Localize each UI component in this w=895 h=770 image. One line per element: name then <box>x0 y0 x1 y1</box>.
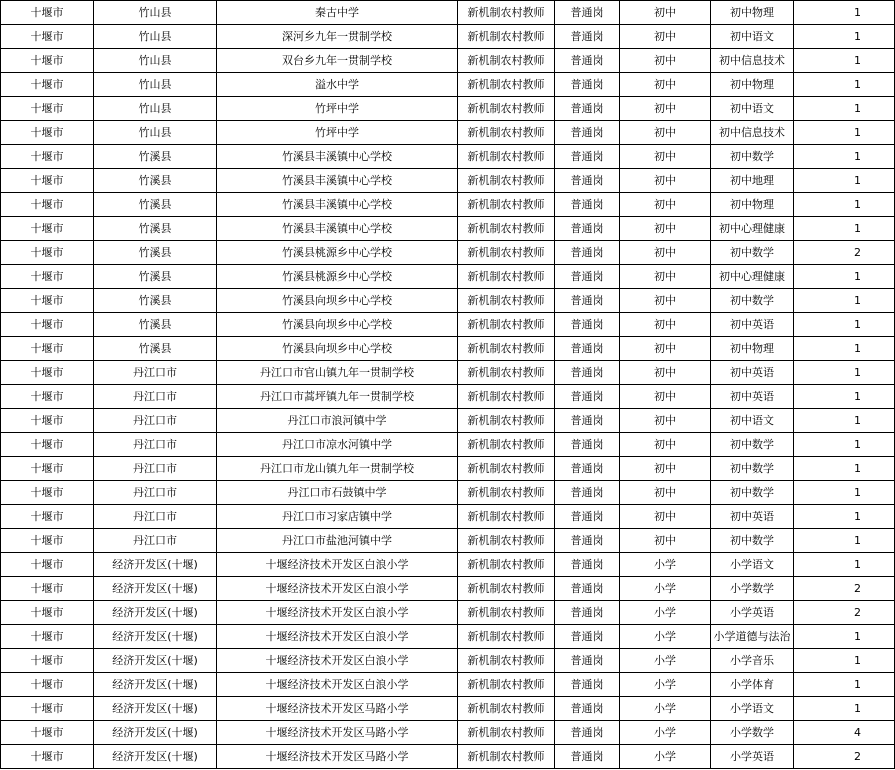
headcount-cell: 1 <box>794 97 895 121</box>
post-category-cell: 普通岗 <box>555 121 620 145</box>
table-row <box>1 481 895 505</box>
headcount-cell: 1 <box>794 481 895 505</box>
school-cell: 竹溪县向坝乡中心学校 <box>217 337 458 361</box>
city-cell: 十堰市 <box>1 169 94 193</box>
school-level-cell: 初中 <box>620 289 711 313</box>
table-row <box>1 721 895 745</box>
position-type-cell: 新机制农村教师 <box>458 289 555 313</box>
position-type-cell: 新机制农村教师 <box>458 73 555 97</box>
school-cell: 丹江口市石鼓镇中学 <box>217 481 458 505</box>
post-category-cell: 普通岗 <box>555 673 620 697</box>
headcount-cell: 2 <box>794 577 895 601</box>
table-row <box>1 457 895 481</box>
subject-cell: 小学体育 <box>711 673 794 697</box>
subject-cell: 初中信息技术 <box>711 121 794 145</box>
post-category-cell: 普通岗 <box>555 49 620 73</box>
city-cell: 十堰市 <box>1 217 94 241</box>
city-cell: 十堰市 <box>1 625 94 649</box>
headcount-cell: 1 <box>794 361 895 385</box>
city-cell: 十堰市 <box>1 289 94 313</box>
subject-cell: 初中英语 <box>711 361 794 385</box>
position-type-cell: 新机制农村教师 <box>458 553 555 577</box>
school-level-cell: 初中 <box>620 409 711 433</box>
table-row <box>1 625 895 649</box>
subject-cell: 初中英语 <box>711 385 794 409</box>
headcount-cell: 1 <box>794 385 895 409</box>
school-level-cell: 初中 <box>620 217 711 241</box>
position-type-cell: 新机制农村教师 <box>458 481 555 505</box>
position-type-cell: 新机制农村教师 <box>458 265 555 289</box>
district-cell: 经济开发区(十堰) <box>94 625 217 649</box>
subject-cell: 初中数学 <box>711 529 794 553</box>
post-category-cell: 普通岗 <box>555 457 620 481</box>
school-cell: 竹溪县向坝乡中心学校 <box>217 289 458 313</box>
post-category-cell: 普通岗 <box>555 625 620 649</box>
post-category-cell: 普通岗 <box>555 289 620 313</box>
city-cell: 十堰市 <box>1 241 94 265</box>
position-type-cell: 新机制农村教师 <box>458 25 555 49</box>
district-cell: 经济开发区(十堰) <box>94 553 217 577</box>
district-cell: 竹山县 <box>94 121 217 145</box>
headcount-cell: 1 <box>794 193 895 217</box>
headcount-cell: 1 <box>794 169 895 193</box>
position-type-cell: 新机制农村教师 <box>458 1 555 25</box>
table-row <box>1 505 895 529</box>
subject-cell: 小学音乐 <box>711 649 794 673</box>
school-level-cell: 初中 <box>620 169 711 193</box>
school-cell: 十堰经济技术开发区马路小学 <box>217 745 458 769</box>
headcount-cell: 1 <box>794 73 895 97</box>
city-cell: 十堰市 <box>1 265 94 289</box>
table-row <box>1 193 895 217</box>
city-cell: 十堰市 <box>1 385 94 409</box>
position-type-cell: 新机制农村教师 <box>458 577 555 601</box>
district-cell: 丹江口市 <box>94 529 217 553</box>
school-level-cell: 初中 <box>620 505 711 529</box>
headcount-cell: 1 <box>794 337 895 361</box>
school-level-cell: 小学 <box>620 577 711 601</box>
subject-cell: 初中语文 <box>711 97 794 121</box>
district-cell: 竹山县 <box>94 25 217 49</box>
district-cell: 经济开发区(十堰) <box>94 697 217 721</box>
headcount-cell: 1 <box>794 313 895 337</box>
position-type-cell: 新机制农村教师 <box>458 457 555 481</box>
school-cell: 溢水中学 <box>217 73 458 97</box>
table-row <box>1 577 895 601</box>
table-row <box>1 745 895 769</box>
headcount-cell: 1 <box>794 649 895 673</box>
subject-cell: 初中心理健康 <box>711 265 794 289</box>
district-cell: 竹溪县 <box>94 217 217 241</box>
district-cell: 经济开发区(十堰) <box>94 721 217 745</box>
post-category-cell: 普通岗 <box>555 505 620 529</box>
headcount-cell: 1 <box>794 217 895 241</box>
city-cell: 十堰市 <box>1 553 94 577</box>
school-cell: 竹溪县丰溪镇中心学校 <box>217 145 458 169</box>
school-cell: 丹江口市凉水河镇中学 <box>217 433 458 457</box>
position-type-cell: 新机制农村教师 <box>458 601 555 625</box>
table-row <box>1 529 895 553</box>
position-type-cell: 新机制农村教师 <box>458 409 555 433</box>
city-cell: 十堰市 <box>1 697 94 721</box>
district-cell: 丹江口市 <box>94 433 217 457</box>
table-row <box>1 601 895 625</box>
post-category-cell: 普通岗 <box>555 337 620 361</box>
district-cell: 竹山县 <box>94 73 217 97</box>
school-level-cell: 小学 <box>620 601 711 625</box>
school-level-cell: 小学 <box>620 625 711 649</box>
table-row <box>1 433 895 457</box>
city-cell: 十堰市 <box>1 433 94 457</box>
position-type-cell: 新机制农村教师 <box>458 145 555 169</box>
city-cell: 十堰市 <box>1 649 94 673</box>
post-category-cell: 普通岗 <box>555 145 620 169</box>
headcount-cell: 1 <box>794 25 895 49</box>
position-type-cell: 新机制农村教师 <box>458 697 555 721</box>
school-level-cell: 小学 <box>620 745 711 769</box>
position-type-cell: 新机制农村教师 <box>458 625 555 649</box>
post-category-cell: 普通岗 <box>555 577 620 601</box>
table-row <box>1 1 895 25</box>
table-row <box>1 241 895 265</box>
headcount-cell: 1 <box>794 673 895 697</box>
district-cell: 竹溪县 <box>94 241 217 265</box>
post-category-cell: 普通岗 <box>555 193 620 217</box>
post-category-cell: 普通岗 <box>555 721 620 745</box>
position-type-cell: 新机制农村教师 <box>458 193 555 217</box>
school-level-cell: 初中 <box>620 385 711 409</box>
school-level-cell: 初中 <box>620 529 711 553</box>
school-cell: 竹溪县桃源乡中心学校 <box>217 265 458 289</box>
headcount-cell: 1 <box>794 265 895 289</box>
school-cell: 双台乡九年一贯制学校 <box>217 49 458 73</box>
district-cell: 竹溪县 <box>94 289 217 313</box>
city-cell: 十堰市 <box>1 577 94 601</box>
position-type-cell: 新机制农村教师 <box>458 241 555 265</box>
district-cell: 竹溪县 <box>94 313 217 337</box>
table-row <box>1 649 895 673</box>
post-category-cell: 普通岗 <box>555 217 620 241</box>
post-category-cell: 普通岗 <box>555 97 620 121</box>
headcount-cell: 2 <box>794 241 895 265</box>
school-level-cell: 初中 <box>620 337 711 361</box>
district-cell: 丹江口市 <box>94 409 217 433</box>
school-cell: 竹溪县丰溪镇中心学校 <box>217 193 458 217</box>
table-row <box>1 337 895 361</box>
table-row <box>1 73 895 97</box>
post-category-cell: 普通岗 <box>555 169 620 193</box>
post-category-cell: 普通岗 <box>555 241 620 265</box>
table-row <box>1 49 895 73</box>
school-cell: 十堰经济技术开发区白浪小学 <box>217 601 458 625</box>
city-cell: 十堰市 <box>1 97 94 121</box>
city-cell: 十堰市 <box>1 337 94 361</box>
subject-cell: 小学道德与法治 <box>711 625 794 649</box>
district-cell: 丹江口市 <box>94 505 217 529</box>
post-category-cell: 普通岗 <box>555 433 620 457</box>
district-cell: 竹溪县 <box>94 265 217 289</box>
subject-cell: 初中数学 <box>711 289 794 313</box>
subject-cell: 初中信息技术 <box>711 49 794 73</box>
school-cell: 丹江口市浪河镇中学 <box>217 409 458 433</box>
table-row <box>1 217 895 241</box>
city-cell: 十堰市 <box>1 481 94 505</box>
city-cell: 十堰市 <box>1 73 94 97</box>
headcount-cell: 1 <box>794 625 895 649</box>
city-cell: 十堰市 <box>1 313 94 337</box>
headcount-cell: 1 <box>794 49 895 73</box>
school-cell: 丹江口市龙山镇九年一贯制学校 <box>217 457 458 481</box>
table-row <box>1 361 895 385</box>
city-cell: 十堰市 <box>1 409 94 433</box>
district-cell: 丹江口市 <box>94 481 217 505</box>
table-row <box>1 121 895 145</box>
city-cell: 十堰市 <box>1 1 94 25</box>
subject-cell: 初中英语 <box>711 505 794 529</box>
post-category-cell: 普通岗 <box>555 481 620 505</box>
headcount-cell: 1 <box>794 505 895 529</box>
school-cell: 竹溪县向坝乡中心学校 <box>217 313 458 337</box>
subject-cell: 小学数学 <box>711 577 794 601</box>
district-cell: 竹溪县 <box>94 337 217 361</box>
school-cell: 丹江口市盐池河镇中学 <box>217 529 458 553</box>
district-cell: 经济开发区(十堰) <box>94 745 217 769</box>
school-cell: 十堰经济技术开发区马路小学 <box>217 721 458 745</box>
school-level-cell: 初中 <box>620 241 711 265</box>
position-type-cell: 新机制农村教师 <box>458 529 555 553</box>
subject-cell: 初中英语 <box>711 313 794 337</box>
school-level-cell: 初中 <box>620 361 711 385</box>
position-type-cell: 新机制农村教师 <box>458 433 555 457</box>
position-type-cell: 新机制农村教师 <box>458 673 555 697</box>
post-category-cell: 普通岗 <box>555 409 620 433</box>
post-category-cell: 普通岗 <box>555 1 620 25</box>
headcount-cell: 1 <box>794 433 895 457</box>
table-body <box>1 1 895 769</box>
school-level-cell: 小学 <box>620 553 711 577</box>
position-type-cell: 新机制农村教师 <box>458 649 555 673</box>
headcount-cell: 2 <box>794 745 895 769</box>
school-cell: 十堰经济技术开发区白浪小学 <box>217 577 458 601</box>
position-type-cell: 新机制农村教师 <box>458 337 555 361</box>
subject-cell: 初中数学 <box>711 433 794 457</box>
post-category-cell: 普通岗 <box>555 745 620 769</box>
subject-cell: 小学英语 <box>711 601 794 625</box>
subject-cell: 初中数学 <box>711 481 794 505</box>
district-cell: 经济开发区(十堰) <box>94 601 217 625</box>
table-row <box>1 289 895 313</box>
position-type-cell: 新机制农村教师 <box>458 97 555 121</box>
district-cell: 竹山县 <box>94 1 217 25</box>
post-category-cell: 普通岗 <box>555 529 620 553</box>
subject-cell: 初中物理 <box>711 1 794 25</box>
post-category-cell: 普通岗 <box>555 313 620 337</box>
school-level-cell: 初中 <box>620 49 711 73</box>
subject-cell: 初中数学 <box>711 457 794 481</box>
headcount-cell: 1 <box>794 553 895 577</box>
headcount-cell: 4 <box>794 721 895 745</box>
table-row <box>1 313 895 337</box>
headcount-cell: 1 <box>794 289 895 313</box>
school-cell: 秦古中学 <box>217 1 458 25</box>
position-type-cell: 新机制农村教师 <box>458 505 555 529</box>
subject-cell: 小学语文 <box>711 697 794 721</box>
subject-cell: 小学英语 <box>711 745 794 769</box>
subject-cell: 初中心理健康 <box>711 217 794 241</box>
headcount-cell: 1 <box>794 457 895 481</box>
district-cell: 经济开发区(十堰) <box>94 649 217 673</box>
position-type-cell: 新机制农村教师 <box>458 385 555 409</box>
city-cell: 十堰市 <box>1 25 94 49</box>
post-category-cell: 普通岗 <box>555 649 620 673</box>
city-cell: 十堰市 <box>1 505 94 529</box>
table-row <box>1 673 895 697</box>
position-type-cell: 新机制农村教师 <box>458 313 555 337</box>
district-cell: 经济开发区(十堰) <box>94 577 217 601</box>
position-type-cell: 新机制农村教师 <box>458 217 555 241</box>
school-level-cell: 初中 <box>620 1 711 25</box>
school-cell: 竹溪县桃源乡中心学校 <box>217 241 458 265</box>
table-row <box>1 409 895 433</box>
district-cell: 经济开发区(十堰) <box>94 673 217 697</box>
city-cell: 十堰市 <box>1 601 94 625</box>
school-cell: 十堰经济技术开发区马路小学 <box>217 697 458 721</box>
position-type-cell: 新机制农村教师 <box>458 169 555 193</box>
school-cell: 竹溪县丰溪镇中心学校 <box>217 169 458 193</box>
school-cell: 竹坪中学 <box>217 121 458 145</box>
district-cell: 丹江口市 <box>94 361 217 385</box>
post-category-cell: 普通岗 <box>555 553 620 577</box>
table-row <box>1 265 895 289</box>
subject-cell: 小学语文 <box>711 553 794 577</box>
table-row <box>1 97 895 121</box>
school-cell: 十堰经济技术开发区白浪小学 <box>217 673 458 697</box>
city-cell: 十堰市 <box>1 145 94 169</box>
position-type-cell: 新机制农村教师 <box>458 745 555 769</box>
district-cell: 竹山县 <box>94 49 217 73</box>
city-cell: 十堰市 <box>1 49 94 73</box>
district-cell: 竹山县 <box>94 97 217 121</box>
district-cell: 丹江口市 <box>94 457 217 481</box>
school-level-cell: 初中 <box>620 121 711 145</box>
school-cell: 丹江口市习家店镇中学 <box>217 505 458 529</box>
subject-cell: 小学数学 <box>711 721 794 745</box>
district-cell: 竹溪县 <box>94 145 217 169</box>
city-cell: 十堰市 <box>1 673 94 697</box>
post-category-cell: 普通岗 <box>555 25 620 49</box>
post-category-cell: 普通岗 <box>555 361 620 385</box>
school-cell: 十堰经济技术开发区白浪小学 <box>217 553 458 577</box>
headcount-cell: 2 <box>794 601 895 625</box>
school-level-cell: 初中 <box>620 193 711 217</box>
school-level-cell: 初中 <box>620 265 711 289</box>
table-row <box>1 145 895 169</box>
table-row <box>1 169 895 193</box>
subject-cell: 初中物理 <box>711 73 794 97</box>
subject-cell: 初中语文 <box>711 409 794 433</box>
city-cell: 十堰市 <box>1 121 94 145</box>
district-cell: 竹溪县 <box>94 193 217 217</box>
subject-cell: 初中地理 <box>711 169 794 193</box>
post-category-cell: 普通岗 <box>555 601 620 625</box>
subject-cell: 初中数学 <box>711 145 794 169</box>
school-cell: 深河乡九年一贯制学校 <box>217 25 458 49</box>
school-cell: 丹江口市蒿坪镇九年一贯制学校 <box>217 385 458 409</box>
post-category-cell: 普通岗 <box>555 73 620 97</box>
school-level-cell: 初中 <box>620 145 711 169</box>
table-row <box>1 25 895 49</box>
position-type-cell: 新机制农村教师 <box>458 721 555 745</box>
city-cell: 十堰市 <box>1 721 94 745</box>
school-level-cell: 初中 <box>620 25 711 49</box>
post-category-cell: 普通岗 <box>555 697 620 721</box>
school-level-cell: 小学 <box>620 697 711 721</box>
headcount-cell: 1 <box>794 697 895 721</box>
city-cell: 十堰市 <box>1 745 94 769</box>
headcount-cell: 1 <box>794 1 895 25</box>
position-type-cell: 新机制农村教师 <box>458 121 555 145</box>
city-cell: 十堰市 <box>1 361 94 385</box>
table-row <box>1 697 895 721</box>
headcount-cell: 1 <box>794 145 895 169</box>
subject-cell: 初中物理 <box>711 337 794 361</box>
school-level-cell: 初中 <box>620 433 711 457</box>
headcount-cell: 1 <box>794 121 895 145</box>
school-cell: 丹江口市官山镇九年一贯制学校 <box>217 361 458 385</box>
position-type-cell: 新机制农村教师 <box>458 49 555 73</box>
school-level-cell: 初中 <box>620 73 711 97</box>
position-type-cell: 新机制农村教师 <box>458 361 555 385</box>
school-level-cell: 初中 <box>620 457 711 481</box>
school-cell: 竹坪中学 <box>217 97 458 121</box>
school-cell: 十堰经济技术开发区白浪小学 <box>217 625 458 649</box>
school-cell: 竹溪县丰溪镇中心学校 <box>217 217 458 241</box>
subject-cell: 初中数学 <box>711 241 794 265</box>
district-cell: 竹溪县 <box>94 169 217 193</box>
school-level-cell: 初中 <box>620 481 711 505</box>
subject-cell: 初中语文 <box>711 25 794 49</box>
district-cell: 丹江口市 <box>94 385 217 409</box>
post-category-cell: 普通岗 <box>555 265 620 289</box>
school-level-cell: 小学 <box>620 721 711 745</box>
school-cell: 十堰经济技术开发区白浪小学 <box>217 649 458 673</box>
table-row <box>1 385 895 409</box>
headcount-cell: 1 <box>794 529 895 553</box>
city-cell: 十堰市 <box>1 457 94 481</box>
school-level-cell: 初中 <box>620 97 711 121</box>
subject-cell: 初中物理 <box>711 193 794 217</box>
post-category-cell: 普通岗 <box>555 385 620 409</box>
city-cell: 十堰市 <box>1 193 94 217</box>
table-row <box>1 553 895 577</box>
school-level-cell: 初中 <box>620 313 711 337</box>
school-level-cell: 小学 <box>620 649 711 673</box>
city-cell: 十堰市 <box>1 529 94 553</box>
headcount-cell: 1 <box>794 409 895 433</box>
school-level-cell: 小学 <box>620 673 711 697</box>
